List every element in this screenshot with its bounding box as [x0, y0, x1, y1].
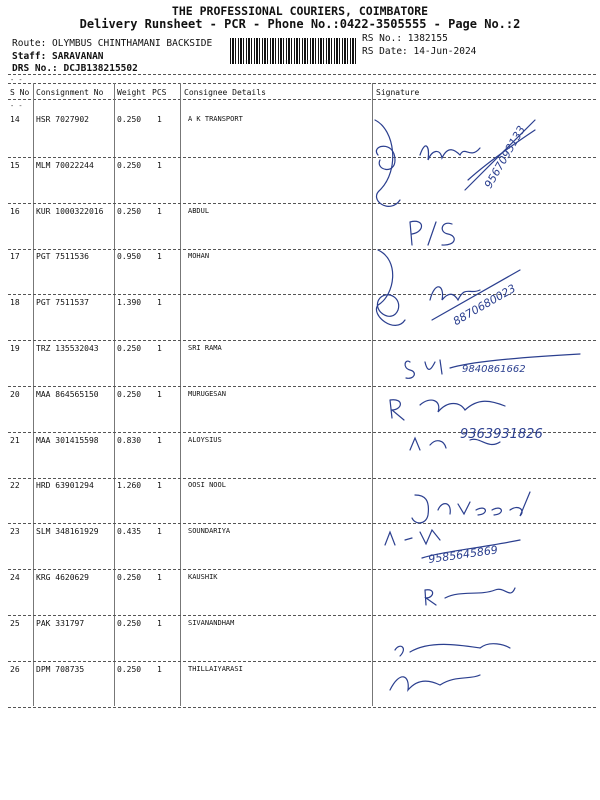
row-consignee: ALOYSIUS [188, 435, 222, 444]
row-consignee: THILLAIYARASI [188, 664, 243, 673]
sig-mark [438, 492, 530, 516]
row-consignee: ABDUL [188, 206, 210, 215]
row-sno: 18 [10, 298, 20, 308]
sig-mark [430, 287, 480, 300]
sheet-title: Delivery Runsheet - PCR - Phone No.:0422-3505555 - Page No.:2 [79, 17, 521, 31]
row-consignment-no: PAK 331797 [36, 618, 85, 628]
row-weight: 0.830 [117, 435, 142, 445]
row-consignment-no: MAA 301415598 [36, 435, 99, 445]
row-sno: 23 [10, 527, 20, 537]
col-header-sno: S No [10, 88, 30, 97]
col-header-weight: Weight [117, 88, 146, 97]
row-consignment-no: SLM 348161929 [36, 527, 99, 537]
route-line: Route: OLYMBUS CHINTHAMANI BACKSIDE [12, 38, 213, 49]
row-pcs: 1 [157, 206, 162, 216]
row-consignment-no: KUR 1000322016 [36, 206, 104, 216]
phone-scribble: 9363931826 [460, 427, 543, 442]
row-weight: 1.260 [117, 481, 142, 491]
row-consignee: MURUGESAN [188, 389, 226, 398]
col-header-consignee: Consignee Details [184, 88, 266, 97]
sig-mark [412, 495, 428, 523]
sig-mark [376, 250, 405, 325]
sig-mark [390, 400, 404, 420]
col-header-pcs: PCS [152, 88, 167, 97]
row-consignee: SIVANANDHAM [188, 618, 235, 627]
row-sno: 16 [10, 206, 20, 216]
row-dash-mark: - - [10, 102, 23, 110]
header-rule [8, 83, 596, 84]
row-weight: 1.390 [117, 298, 142, 308]
row-consignment-no: PGT 7511537 [36, 298, 89, 308]
company-title: THE PROFESSIONAL COURIERS, COIMBATORE [171, 4, 429, 18]
row-consignment-no: KRG 4620629 [36, 573, 89, 582]
row-weight: 0.250 [117, 389, 142, 399]
row-consignee: OOSI NOOL [188, 481, 226, 490]
row-sno: 26 [10, 664, 20, 674]
row-weight: 0.250 [117, 618, 142, 628]
col-sep [33, 83, 34, 706]
row-pcs: 1 [157, 389, 162, 399]
row-pcs: 1 [157, 664, 162, 674]
row-consignee: MOHAN [188, 252, 210, 261]
header-dash-mark: - - [10, 76, 23, 84]
row-weight: 0.435 [117, 527, 142, 537]
row-sno: 15 [10, 160, 20, 170]
sig-mark [410, 221, 422, 245]
row-weight: 0.250 [117, 115, 142, 124]
phone-scribble: 9567093133 [481, 123, 529, 191]
drs-line: DRS No.: DCJB138215502 [12, 63, 138, 74]
staff-line: Staff: SARAVANAN [12, 50, 104, 62]
row-sno: 19 [10, 344, 20, 353]
row-pcs: 1 [157, 298, 162, 308]
col-header-signature: Signature [376, 88, 420, 97]
signature-marks [370, 100, 595, 700]
sig-mark [390, 675, 480, 690]
row-pcs: 1 [157, 160, 162, 170]
sig-mark [377, 295, 398, 317]
sig-mark [420, 400, 505, 412]
col-sep [180, 83, 181, 706]
rs-number: RS No.: 1382155 [362, 33, 448, 44]
row-pcs: 1 [157, 527, 162, 537]
row-sno: 25 [10, 618, 20, 628]
rs-date: RS Date: 14-Jun-2024 [362, 45, 477, 57]
row-weight: 0.250 [117, 160, 142, 170]
col-sep [114, 83, 115, 706]
row-consignment-no: TRZ 135532043 [36, 344, 99, 353]
barcode [230, 38, 356, 64]
row-weight: 0.250 [117, 344, 142, 353]
row-pcs: 1 [157, 573, 162, 582]
row-sno: 14 [10, 115, 20, 124]
row-consignment-no: HSR 7027902 [36, 115, 89, 124]
row-sno: 24 [10, 573, 20, 582]
row-consignee: A K TRANSPORT [188, 115, 243, 123]
row-pcs: 1 [157, 344, 162, 353]
row-pcs: 1 [157, 115, 162, 124]
sig-mark [420, 146, 480, 160]
rs-block [362, 33, 476, 58]
row-rule [8, 707, 596, 708]
row-consignee: SOUNDARIYA [188, 527, 231, 536]
row-sno: 20 [10, 389, 20, 399]
row-weight: 0.250 [117, 664, 142, 674]
row-sno: 21 [10, 435, 20, 445]
sig-mark [442, 223, 454, 245]
phone-scribble: 9585645869 [427, 543, 499, 566]
row-weight: 0.250 [117, 573, 142, 582]
sig-mark [385, 530, 440, 545]
row-consignee: KAUSHIK [188, 573, 218, 581]
row-weight: 0.250 [117, 206, 142, 216]
sig-mark [395, 644, 510, 656]
row-pcs: 1 [157, 481, 162, 491]
row-pcs: 1 [157, 435, 162, 445]
col-header-consignment: Consignment No [36, 88, 104, 97]
sig-mark [405, 360, 442, 378]
row-sno: 22 [10, 481, 20, 491]
row-pcs: 1 [157, 252, 162, 262]
phone-scribble: 8870680023 [450, 281, 518, 329]
row-consignment-no: HRD 63901294 [36, 481, 94, 491]
row-consignment-no: DPM 708735 [36, 664, 85, 674]
sig-mark [425, 588, 515, 605]
row-pcs: 1 [157, 618, 162, 628]
route-staff-block [12, 38, 212, 76]
row-consignment-no: MLM 70022244 [36, 160, 94, 170]
row-sno: 17 [10, 252, 20, 262]
header-rule-top [8, 74, 596, 75]
row-consignee: SRI RAMA [188, 344, 222, 352]
phone-scribble: 9840861662 [462, 364, 526, 375]
row-consignment-no: PGT 7511536 [36, 252, 89, 262]
sig-mark [428, 222, 436, 245]
row-consignment-no: MAA 864565150 [36, 389, 99, 399]
row-weight: 0.950 [117, 252, 142, 262]
